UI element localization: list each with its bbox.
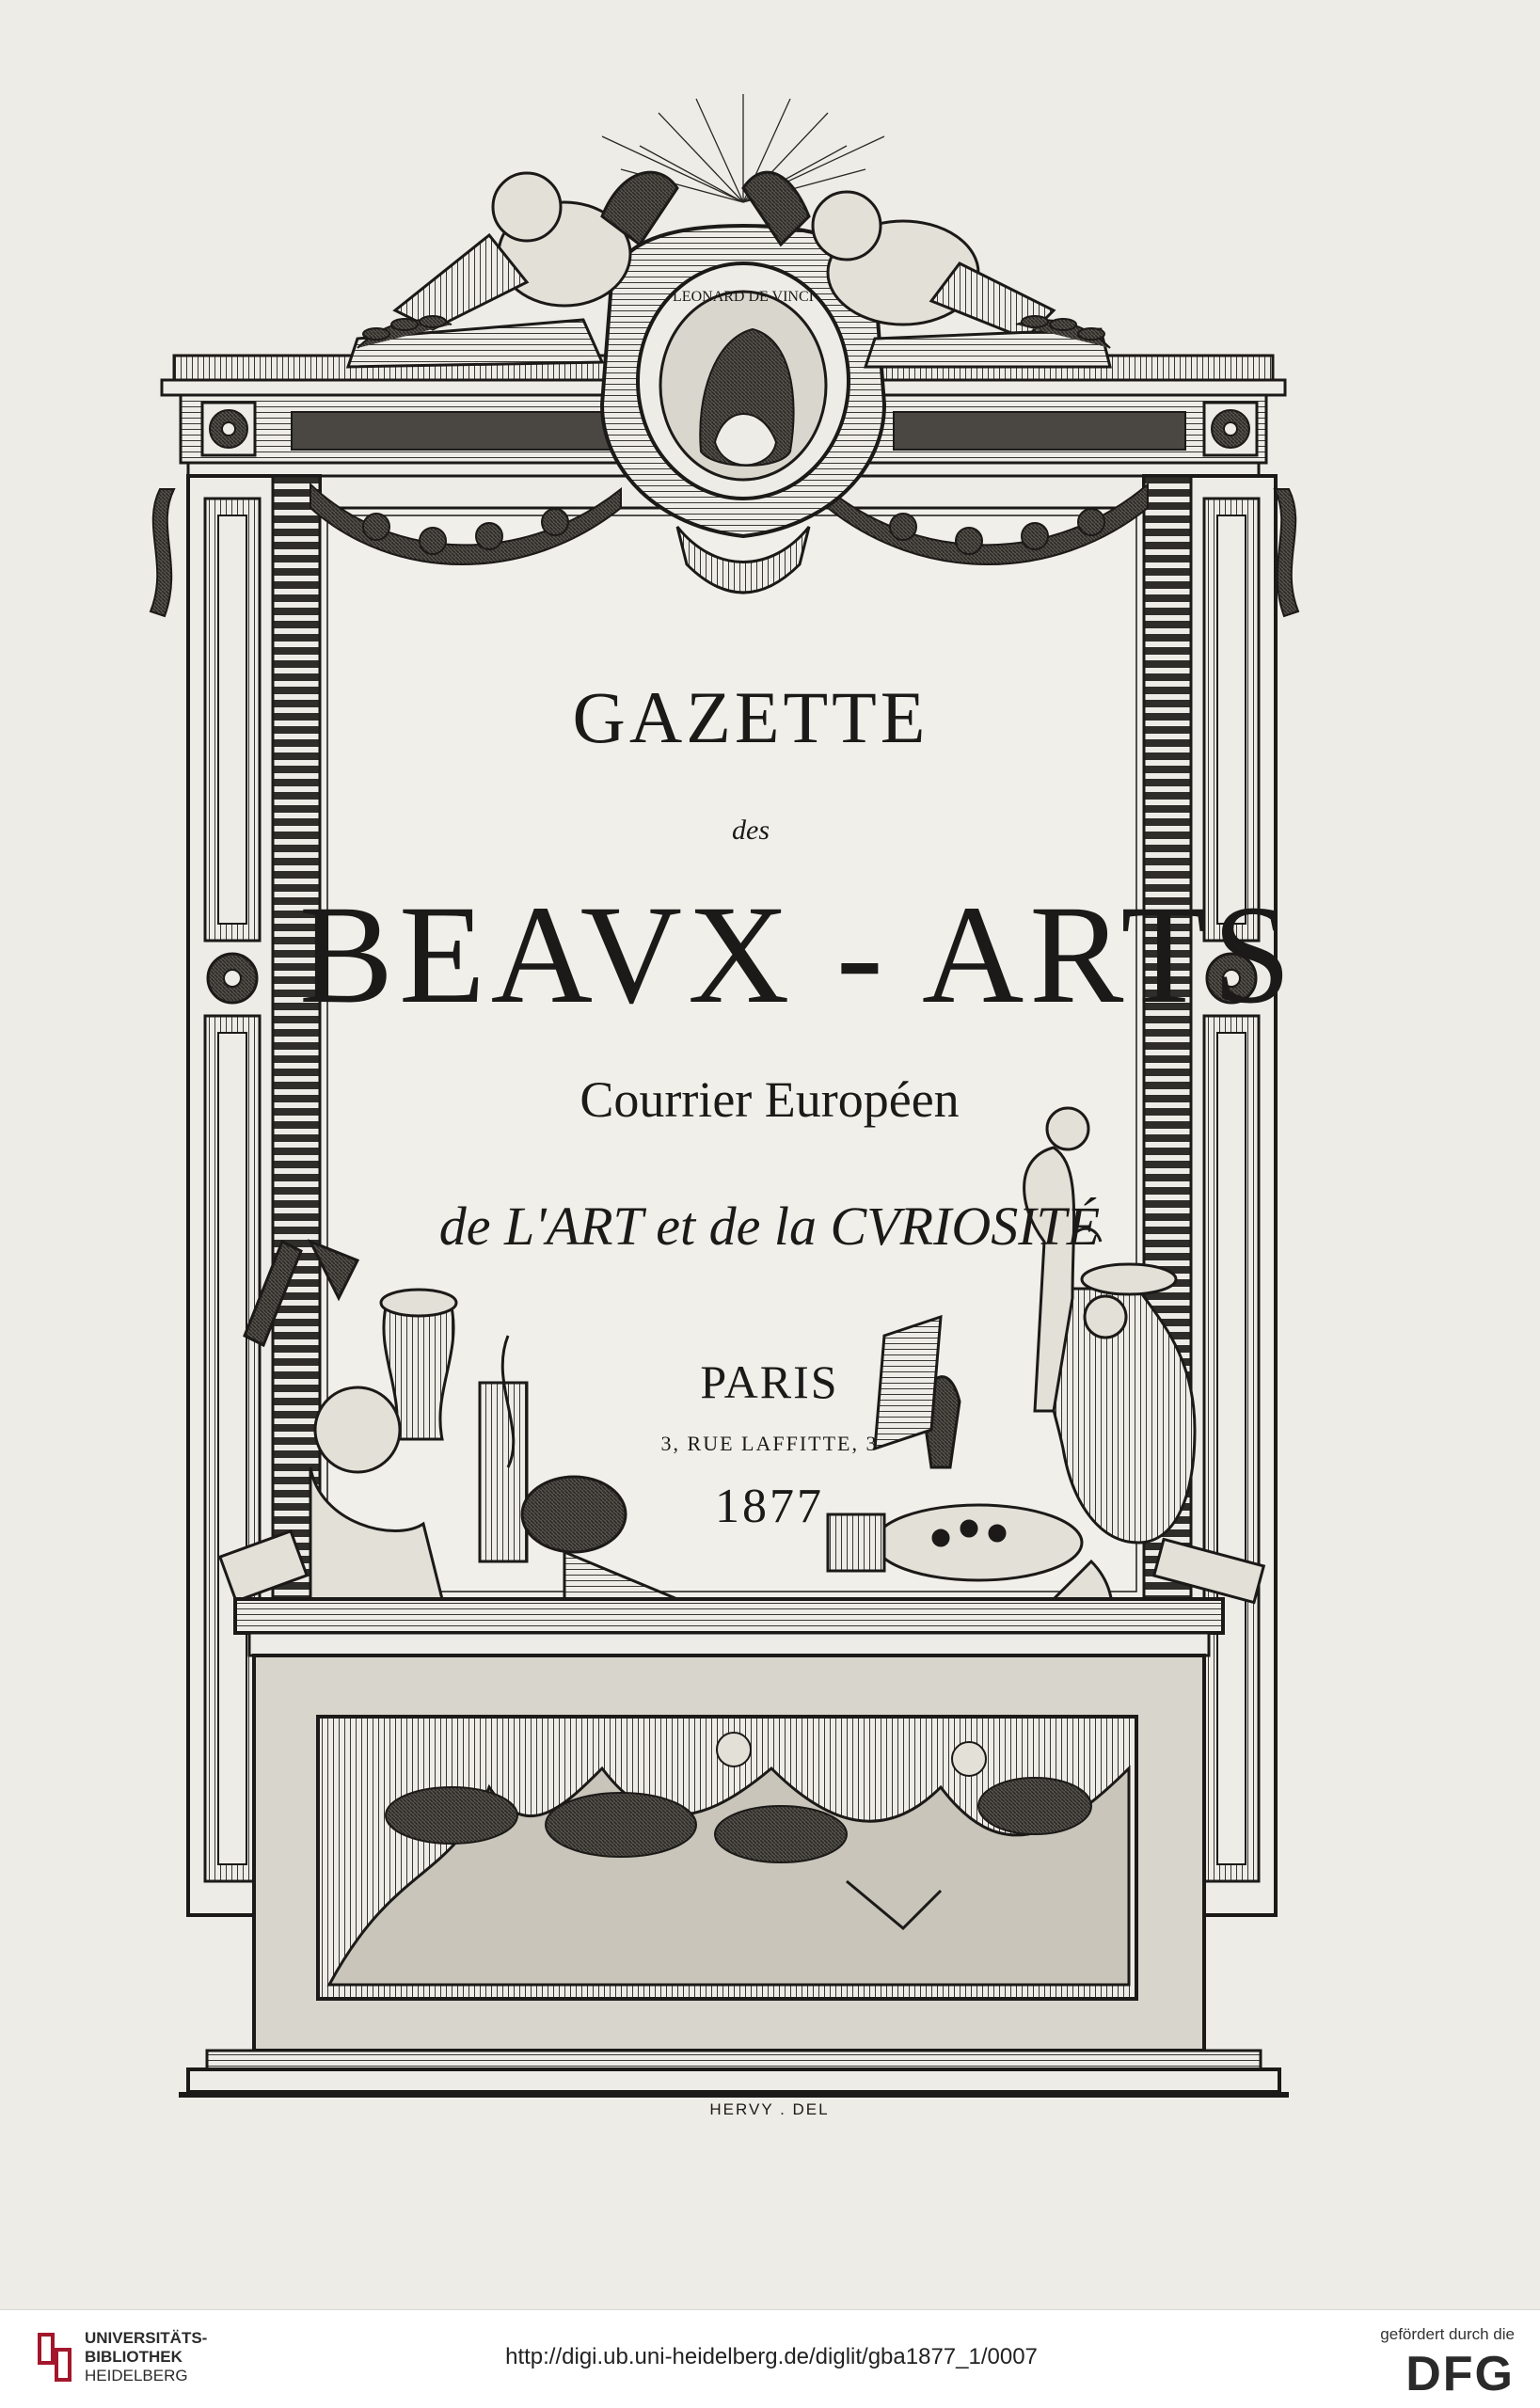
bas-relief-panel xyxy=(254,1656,1204,2051)
dfg-logo: DFG xyxy=(1405,2347,1515,2401)
imprint-city: PARIS xyxy=(700,1355,839,1408)
medallion-inscription: LEONARD DE VINCI xyxy=(673,289,814,305)
base-molding xyxy=(207,2051,1261,2069)
university-library-name xyxy=(85,2329,207,2385)
university-library-logo-icon xyxy=(34,2327,75,2387)
library-name-line-2: BIBLIOTHEK xyxy=(85,2348,183,2366)
title-des: des xyxy=(732,815,770,846)
imprint-address: 3, RUE LAFFITTE, 3 xyxy=(660,1432,879,1455)
library-name-line-1: UNIVERSITÄTS- xyxy=(85,2329,208,2347)
subtitle-art-curiosite: de L'ART et de la CVRIOSITÉ xyxy=(438,1196,1101,1257)
title-beaux-arts: BEAVX - ARTS xyxy=(299,877,1297,1033)
sponsor-label: gefördert durch die xyxy=(1380,2325,1515,2343)
rosette-top-right xyxy=(1204,403,1257,455)
ledge xyxy=(235,1599,1223,1633)
permalink-url[interactable]: http://digi.ub.uni-heidelberg.de/diglit/gba1877_1/0007 xyxy=(505,2344,1038,2369)
digitization-footer xyxy=(0,2309,1540,2408)
library-name-line-3: HEIDELBERG xyxy=(85,2367,188,2384)
engraver-signature: HERVY . DEL xyxy=(709,2100,830,2118)
rosette-top-left xyxy=(202,403,255,455)
subtitle-courrier: Courrier Européen xyxy=(579,1071,960,1128)
title-gazette: GAZETTE xyxy=(572,676,929,758)
imprint-year: 1877 xyxy=(715,1480,824,1533)
